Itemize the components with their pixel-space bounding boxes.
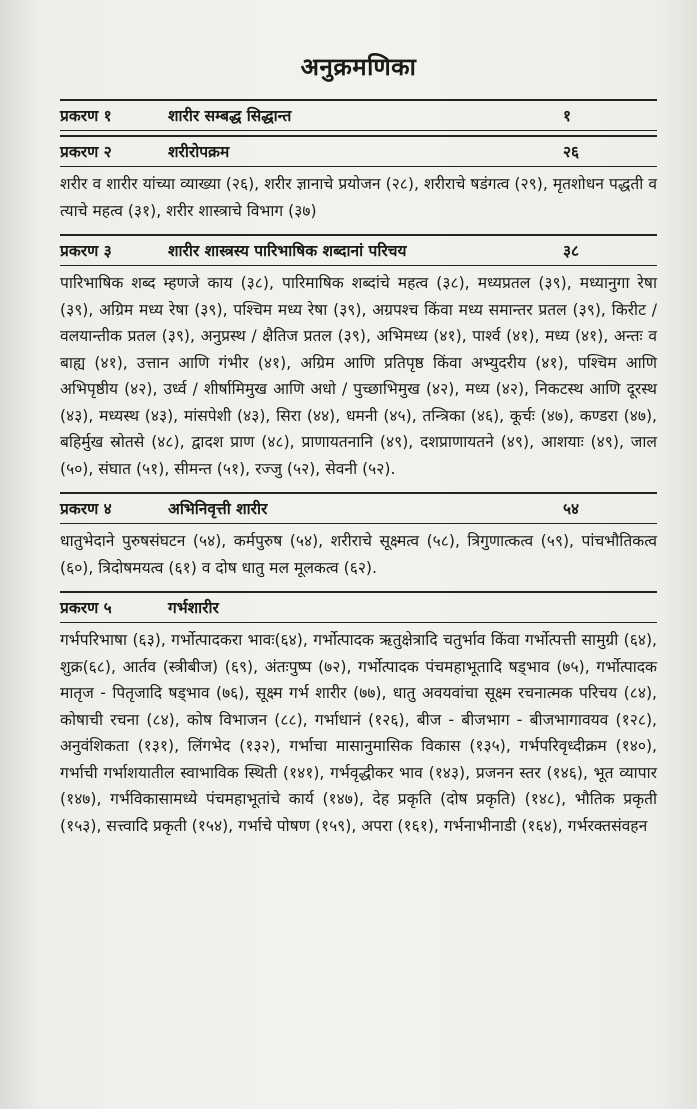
chapter-1	[60, 99, 657, 131]
chapter-page: १	[563, 107, 572, 125]
chapter-5	[60, 591, 657, 845]
chapter-page: २६	[563, 143, 580, 161]
chapter-topics: शरीर व शारीर यांच्या व्याख्या (२६), शरीर ज्ञानाचे प्रयोजन (२८), शरीराचे षडंगत्व (२९), मृतशोधन पद्धती व त्याचे महत्व (३१), शरीर शास्त्राचे विभाग (३७)	[60, 175, 657, 220]
chapter-number: प्रकरण २	[60, 143, 112, 161]
chapter-4	[60, 492, 657, 587]
chapter-header[interactable]	[60, 591, 657, 623]
chapter-header[interactable]	[60, 492, 657, 524]
chapter-number: प्रकरण ३	[60, 242, 112, 260]
chapter-topics: पारिभाषिक शब्द म्हणजे काय (३८), पारिमाषिक शब्दांचे महत्व (३८), मध्यप्रतल (३९), मध्यानुगा रेषा (३९), अग्रिम मध्य रेषा (३९), पश्चिम मध्य रेषा (३९), अग्रपश्च किंवा मध्य समान्तर प्रतल (३९), किरीट / वलयान्तीक प्रतल (३९), अनुप्रस्थ / क्षैतिज प्रतल (३९), अभिमध्य (४१), पार्श्व (४१), मध्य (४१), अन्तः व बाह्य (४१), उत्तान आणि गंभीर (४१), अग्रिम आणि प्रतिपृष्ठ किंवा अभ्युदरीय (४१), पश्चिम आणि अभिपृष्ठीय (४२), उर्ध्व / शीर्षामिमुख आणि अधो / पुच्छाभिमुख (४२), मध्य (४२), निकटस्थ आणि दूरस्थ (४३), मध्यस्थ (४३), मांसपेशी (४३), सिरा (४४), धमनी (४५), तन्त्रिका (४६), कूर्चः (४७), कण्डरा (४७), बहिर्मुख स्रोतसे (४८), द्वादश प्राण (४८), प्राणायतनानि (४९), दशप्राणायतने (४९), आशयाः (४९), जाल (५०), संघात (५१), सीमन्त (५१), रज्जु (५२), सेवनी (५२).	[60, 274, 657, 478]
chapter-topics: गर्भपरिभाषा (६३), गर्भोत्पादकरा भावः(६४), गर्भोत्पादक ऋतुक्षेत्रादि चतुर्भाव किंवा गर्भोत्पत्ती सामुग्री (६४), शुक्र(६८), आर्तव (स्त्रीबीज) (६९), अंतःपुष्प (७२), गर्भोत्पादक पंचमहाभूतादि षड्भाव (७५), गर्भोत्पादक मातृज - पितृजादि षड्भाव (७६), सूक्ष्म गर्भ शारीर (७७), धातु अवयवांचा सूक्ष्म रचनात्मक परिचय (८४), कोषाची रचना (८४), कोष विभाजन (८८), गर्भाधानं (१२६), बीज - बीजभाग - बीजभागावयव (१२८), अनुवंशिकता (१३१), लिंगभेद (१३२), गर्भाचा मासानुमासिक विकास (१३५), गर्भपरिवृध्दीक्रम (१४०), गर्भाची गर्भाशयातील स्वाभाविक स्थिती (१४१), गर्भवृद्धीकर भाव (१४३), प्रजनन स्तर (१४६), भूत व्यापार (१४७), गर्भविकासामध्ये पंचमहाभूतांचे कार्य (१४७), देह प्रकृति (दोष प्रकृति) (१४८), भौतिक प्रकृती (१५३), सत्त्वादि प्रकृती (१५४), गर्भाचे पोषण (१५९), अपरा (१६१), गर्भनाभीनाडी (१६४), गर्भरक्तसंवहन	[60, 631, 657, 835]
chapter-number: प्रकरण ४	[60, 500, 112, 518]
chapter-header[interactable]	[60, 135, 657, 167]
chapter-header[interactable]	[60, 234, 657, 266]
chapter-page: ३८	[563, 242, 580, 260]
chapter-page: ५४	[563, 500, 580, 518]
chapter-name: गर्भशारीर	[168, 599, 219, 617]
chapter-name: शारीर शास्त्रस्य पारिभाषिक शब्दानां परिचय	[168, 242, 407, 260]
page-title: अनुक्रमणिका	[300, 53, 417, 81]
chapter-2	[60, 135, 657, 230]
chapter-topics: धातुभेदाने पुरुषसंघटन (५४), कर्मपुरुष (५४), शरीराचे सूक्ष्मत्व (५८), त्रिगुणात्कत्व (५९), पांचभौतिकत्व (६०), त्रिदोषमयत्व (६१) व दोष धातु मल मूलकत्व (६२).	[60, 532, 657, 577]
chapter-number: प्रकरण १	[60, 107, 112, 125]
chapter-number: प्रकरण ५	[60, 599, 112, 617]
chapter-name: शरीरोपक्रम	[168, 143, 230, 161]
chapter-header[interactable]	[60, 99, 657, 131]
chapter-3	[60, 234, 657, 488]
chapter-name: शारीर सम्बद्ध सिद्धान्त	[168, 107, 292, 125]
chapter-name: अभिनिवृत्ती शारीर	[168, 500, 268, 518]
